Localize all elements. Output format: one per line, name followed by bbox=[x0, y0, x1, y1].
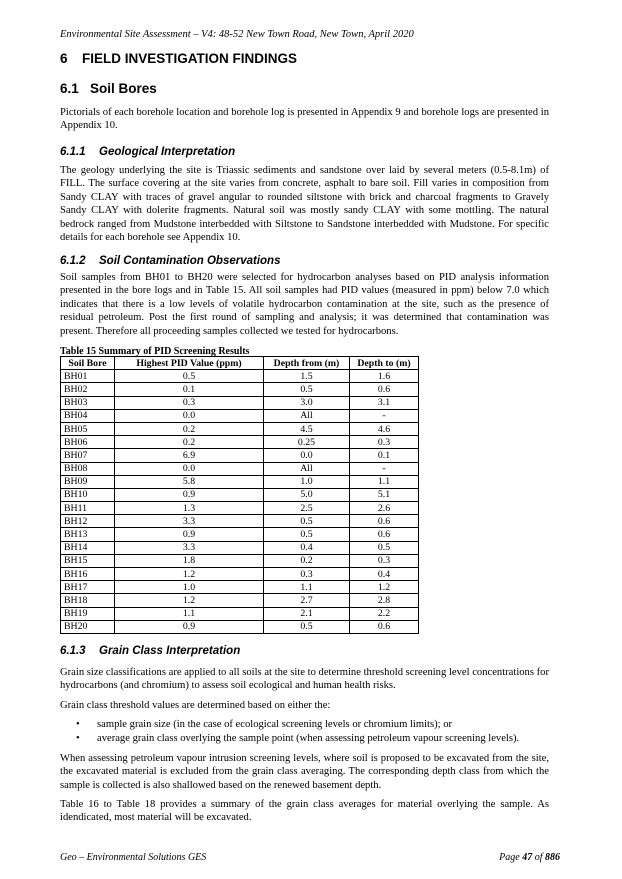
table-row bbox=[61, 620, 419, 633]
col-header-pid: Highest PID Value (ppm) bbox=[115, 357, 264, 370]
cell-depth-from: 0.3 bbox=[264, 568, 350, 581]
cell-depth-to: 0.4 bbox=[350, 568, 419, 581]
cell-pid-value: 1.0 bbox=[115, 581, 264, 594]
geology-paragraph: The geology underlying the site is Triassic sediments and sandstone over laid by several meters (0.5-8.1m) of FILL. The surface covering at the site varies from concrete, asphalt to bare soil. Fill varies in composition from Sandy CLAY with traces of gravel angular to rounded siltstone with brick and charcoal fragments to Gravely Sandy CLAY with dolerite fragments. Natural soil was mostly sandy CLAY with some mottling. The natural bedrock ranged from Mudstone interbedded with Siltstone to Sandstone interbedded with Mudstone. For specific details for each borehole see Appendix 10. bbox=[60, 165, 549, 244]
cell-depth-from: 2.5 bbox=[264, 502, 350, 515]
cell-pid-value: 3.3 bbox=[115, 541, 264, 554]
grain-criteria-list bbox=[60, 718, 552, 745]
section-number: 6 bbox=[60, 51, 68, 66]
table-row bbox=[61, 409, 419, 422]
cell-depth-to: 0.6 bbox=[350, 383, 419, 396]
cell-soil-bore: BH03 bbox=[61, 396, 115, 409]
cell-depth-from: 5.0 bbox=[264, 488, 350, 501]
cell-pid-value: 0.3 bbox=[115, 396, 264, 409]
table-row bbox=[61, 607, 419, 620]
cell-depth-to: 5.1 bbox=[350, 488, 419, 501]
cell-depth-to: 0.3 bbox=[350, 436, 419, 449]
grain-paragraph-4: Table 16 to Table 18 provides a summary of the grain class averages for material overlying the sample. As idendicated, most material will be excavated. bbox=[60, 799, 549, 824]
cell-soil-bore: BH04 bbox=[61, 409, 115, 422]
table-row bbox=[61, 422, 419, 435]
cell-depth-to: 0.6 bbox=[350, 620, 419, 633]
table-row bbox=[61, 568, 419, 581]
cell-depth-to: 2.8 bbox=[350, 594, 419, 607]
table-row bbox=[61, 449, 419, 462]
cell-depth-from: 0.4 bbox=[264, 541, 350, 554]
col-header-soil-bore: Soil Bore bbox=[61, 357, 115, 370]
cell-soil-bore: BH13 bbox=[61, 528, 115, 541]
cell-soil-bore: BH18 bbox=[61, 594, 115, 607]
table-row bbox=[61, 528, 419, 541]
table-header-row bbox=[61, 357, 419, 370]
cell-depth-to: 4.6 bbox=[350, 422, 419, 435]
contamination-paragraph: Soil samples from BH01 to BH20 were selected for hydrocarbon analyses based on PID analysis information presented in the bore logs and in Table 15. All soil samples had PID values (measured in ppm) below 7.0 which indicates that there is a low levels of volatile hydrocarbon contamination at the site, such as the presence of residual petroleum. Post the first round of sampling and analysis; it was determined that contamination was present. Therefore all proceeding samples collected we tested for hydrocarbons. bbox=[60, 272, 549, 337]
cell-depth-to: 0.6 bbox=[350, 515, 419, 528]
page-number: Page 47 of 886 bbox=[499, 852, 560, 863]
cell-depth-to: 2.6 bbox=[350, 502, 419, 515]
cell-pid-value: 0.1 bbox=[115, 383, 264, 396]
heading-title: Soil Contamination Observations bbox=[99, 255, 281, 267]
cell-pid-value: 0.9 bbox=[115, 488, 264, 501]
cell-pid-value: 1.2 bbox=[115, 568, 264, 581]
cell-depth-to: 1.1 bbox=[350, 475, 419, 488]
grain-paragraph-1: Grain size classifications are applied to all soils at the site to determine threshold screening level concentrations for hydrocarbons (and chromium) to assess soil ecological and human health risks. bbox=[60, 667, 549, 692]
cell-pid-value: 1.8 bbox=[115, 554, 264, 567]
cell-pid-value: 0.2 bbox=[115, 422, 264, 435]
heading-number: 6.1.2 bbox=[60, 255, 86, 267]
cell-soil-bore: BH07 bbox=[61, 449, 115, 462]
col-header-depth-to: Depth to (m) bbox=[350, 357, 419, 370]
bullet-icon: • bbox=[76, 732, 80, 744]
heading-number: 6.1.1 bbox=[60, 146, 86, 158]
heading-number: 6.1.3 bbox=[60, 645, 86, 657]
cell-soil-bore: BH17 bbox=[61, 581, 115, 594]
cell-depth-from: 1.5 bbox=[264, 370, 350, 383]
col-header-depth-from: Depth from (m) bbox=[264, 357, 350, 370]
cell-soil-bore: BH11 bbox=[61, 502, 115, 515]
heading-geological-interpretation bbox=[60, 146, 235, 158]
table-row bbox=[61, 396, 419, 409]
cell-pid-value: 0.9 bbox=[115, 528, 264, 541]
cell-pid-value: 5.8 bbox=[115, 475, 264, 488]
cell-pid-value: 1.1 bbox=[115, 607, 264, 620]
cell-depth-from: 4.5 bbox=[264, 422, 350, 435]
cell-pid-value: 0.0 bbox=[115, 462, 264, 475]
footer-company: Geo – Environmental Solutions GES bbox=[60, 852, 207, 863]
cell-pid-value: 0.5 bbox=[115, 370, 264, 383]
grain-paragraph-2: Grain class threshold values are determined based on either the: bbox=[60, 700, 331, 711]
cell-depth-to: 0.3 bbox=[350, 554, 419, 567]
cell-depth-from: 3.0 bbox=[264, 396, 350, 409]
cell-depth-to: 3.1 bbox=[350, 396, 419, 409]
section-heading bbox=[60, 51, 297, 66]
table-row bbox=[61, 383, 419, 396]
cell-pid-value: 0.2 bbox=[115, 436, 264, 449]
cell-soil-bore: BH09 bbox=[61, 475, 115, 488]
list-item: • average grain class overlying the sample point (when assessing petroleum vapour screening levels). bbox=[76, 732, 520, 744]
bullet-icon: • bbox=[76, 719, 80, 730]
cell-soil-bore: BH01 bbox=[61, 370, 115, 383]
table-row bbox=[61, 436, 419, 449]
cell-pid-value: 0.0 bbox=[115, 409, 264, 422]
cell-depth-to: 0.1 bbox=[350, 449, 419, 462]
cell-pid-value: 3.3 bbox=[115, 515, 264, 528]
grain-paragraph-3: When assessing petroleum vapour intrusion screening levels, where soil is proposed to be excavated from the site, the excavated material is excluded from the grain class averaging. The corresponding depth class from which the sample is collected is also shallowed based on the renewed basement depth. bbox=[60, 753, 549, 791]
table-row bbox=[61, 488, 419, 501]
cell-soil-bore: BH19 bbox=[61, 607, 115, 620]
cell-depth-from: 0.25 bbox=[264, 436, 350, 449]
cell-depth-from: 2.1 bbox=[264, 607, 350, 620]
cell-depth-to: 0.5 bbox=[350, 541, 419, 554]
cell-depth-to: 0.6 bbox=[350, 528, 419, 541]
cell-depth-from: All bbox=[264, 409, 350, 422]
cell-depth-to: - bbox=[350, 462, 419, 475]
subsection-title: Soil Bores bbox=[90, 81, 157, 96]
list-item: • sample grain size (in the case of ecological screening levels or chromium limits); or bbox=[76, 719, 453, 730]
cell-depth-from: 1.1 bbox=[264, 581, 350, 594]
cell-pid-value: 1.3 bbox=[115, 502, 264, 515]
table-row bbox=[61, 594, 419, 607]
cell-depth-to: 2.2 bbox=[350, 607, 419, 620]
table-row bbox=[61, 475, 419, 488]
cell-depth-to: 1.2 bbox=[350, 581, 419, 594]
cell-depth-from: 0.0 bbox=[264, 449, 350, 462]
heading-title: Geological Interpretation bbox=[99, 146, 236, 158]
cell-depth-from: 0.5 bbox=[264, 620, 350, 633]
cell-soil-bore: BH14 bbox=[61, 541, 115, 554]
cell-depth-to: - bbox=[350, 409, 419, 422]
cell-soil-bore: BH08 bbox=[61, 462, 115, 475]
cell-soil-bore: BH20 bbox=[61, 620, 115, 633]
table-row bbox=[61, 370, 419, 383]
table-caption: Table 15 Summary of PID Screening Results bbox=[60, 346, 250, 357]
cell-soil-bore: BH15 bbox=[61, 554, 115, 567]
table-row bbox=[61, 502, 419, 515]
cell-depth-from: 0.5 bbox=[264, 515, 350, 528]
cell-depth-from: 0.5 bbox=[264, 383, 350, 396]
cell-depth-to: 1.6 bbox=[350, 370, 419, 383]
cell-soil-bore: BH10 bbox=[61, 488, 115, 501]
cell-pid-value: 6.9 bbox=[115, 449, 264, 462]
cell-pid-value: 0.9 bbox=[115, 620, 264, 633]
cell-depth-from: 0.5 bbox=[264, 528, 350, 541]
subsection-number: 6.1 bbox=[60, 81, 79, 96]
pid-results-table bbox=[60, 356, 419, 634]
table-row bbox=[61, 581, 419, 594]
cell-soil-bore: BH02 bbox=[61, 383, 115, 396]
cell-soil-bore: BH12 bbox=[61, 515, 115, 528]
running-header: Environmental Site Assessment – V4: 48-52 New Town Road, New Town, April 2020 bbox=[60, 29, 414, 40]
subsection-heading bbox=[60, 81, 157, 96]
cell-pid-value: 1.2 bbox=[115, 594, 264, 607]
intro-paragraph: Pictorials of each borehole location and borehole log is presented in Appendix 9 and borehole logs are presented in Appendix 10. bbox=[60, 107, 549, 132]
cell-soil-bore: BH06 bbox=[61, 436, 115, 449]
table-body bbox=[61, 370, 419, 634]
page-footer bbox=[60, 852, 560, 863]
heading-title: Grain Class Interpretation bbox=[99, 645, 241, 657]
section-title: FIELD INVESTIGATION FINDINGS bbox=[82, 51, 298, 66]
table-row bbox=[61, 462, 419, 475]
cell-depth-from: 0.2 bbox=[264, 554, 350, 567]
cell-depth-from: All bbox=[264, 462, 350, 475]
heading-grain-class bbox=[60, 645, 240, 657]
cell-soil-bore: BH16 bbox=[61, 568, 115, 581]
cell-depth-from: 1.0 bbox=[264, 475, 350, 488]
table-row bbox=[61, 515, 419, 528]
cell-soil-bore: BH05 bbox=[61, 422, 115, 435]
table-row bbox=[61, 541, 419, 554]
heading-soil-contamination bbox=[60, 255, 280, 267]
table-row bbox=[61, 554, 419, 567]
cell-depth-from: 2.7 bbox=[264, 594, 350, 607]
